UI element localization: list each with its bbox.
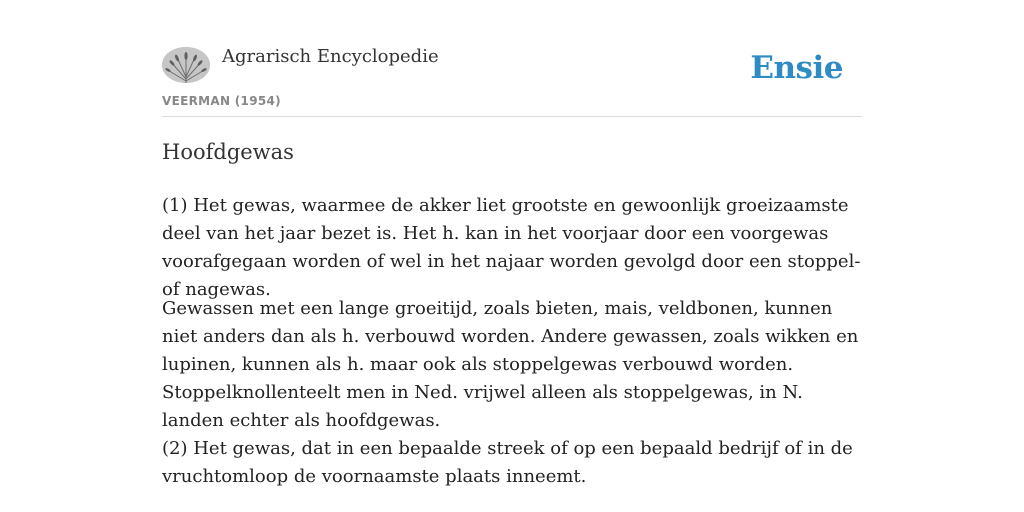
ensie-logo-link[interactable]: Ensie — [750, 50, 843, 86]
wheat-illustration-icon — [162, 47, 210, 83]
entry-paragraph: (1) Het gewas, waarmee de akker liet grootste en gewoonlijk groeizaamste deel van het jaar bezet is. Het h. kan in het voorjaar door een voorgewas voorafgegaan worden of wel in het najaar worden gevolgd door een stoppel- of nagewas. — [162, 195, 861, 300]
page-content — [162, 0, 862, 487]
book-author: VEERMAN (1954) — [162, 94, 281, 108]
entry-paragraph: (2) Het gewas, dat in een bepaalde streek of op een bepaald bedrijf of in de vruchtomloop de voornaamste plaats inneemt. — [162, 438, 853, 487]
book-thumbnail[interactable] — [162, 47, 210, 83]
entry-title: Hoofdgewas — [162, 140, 294, 164]
entry-paragraph: Gewassen met een lange groeitijd, zoals bieten, mais, veldbonen, kunnen niet anders dan als h. verbouwd worden. Andere gewassen, zoals wikken en lupinen, kunnen als h. maar ook als stoppelgewas verbouwd worden. Stoppelknollenteelt men in Ned. vrijwel alleen als stoppelgewas, in N. landen echter als hoofdgewas. — [162, 298, 859, 431]
book-title-link[interactable]: Agrarisch Encyclopedie — [222, 46, 439, 67]
header — [162, 0, 862, 117]
